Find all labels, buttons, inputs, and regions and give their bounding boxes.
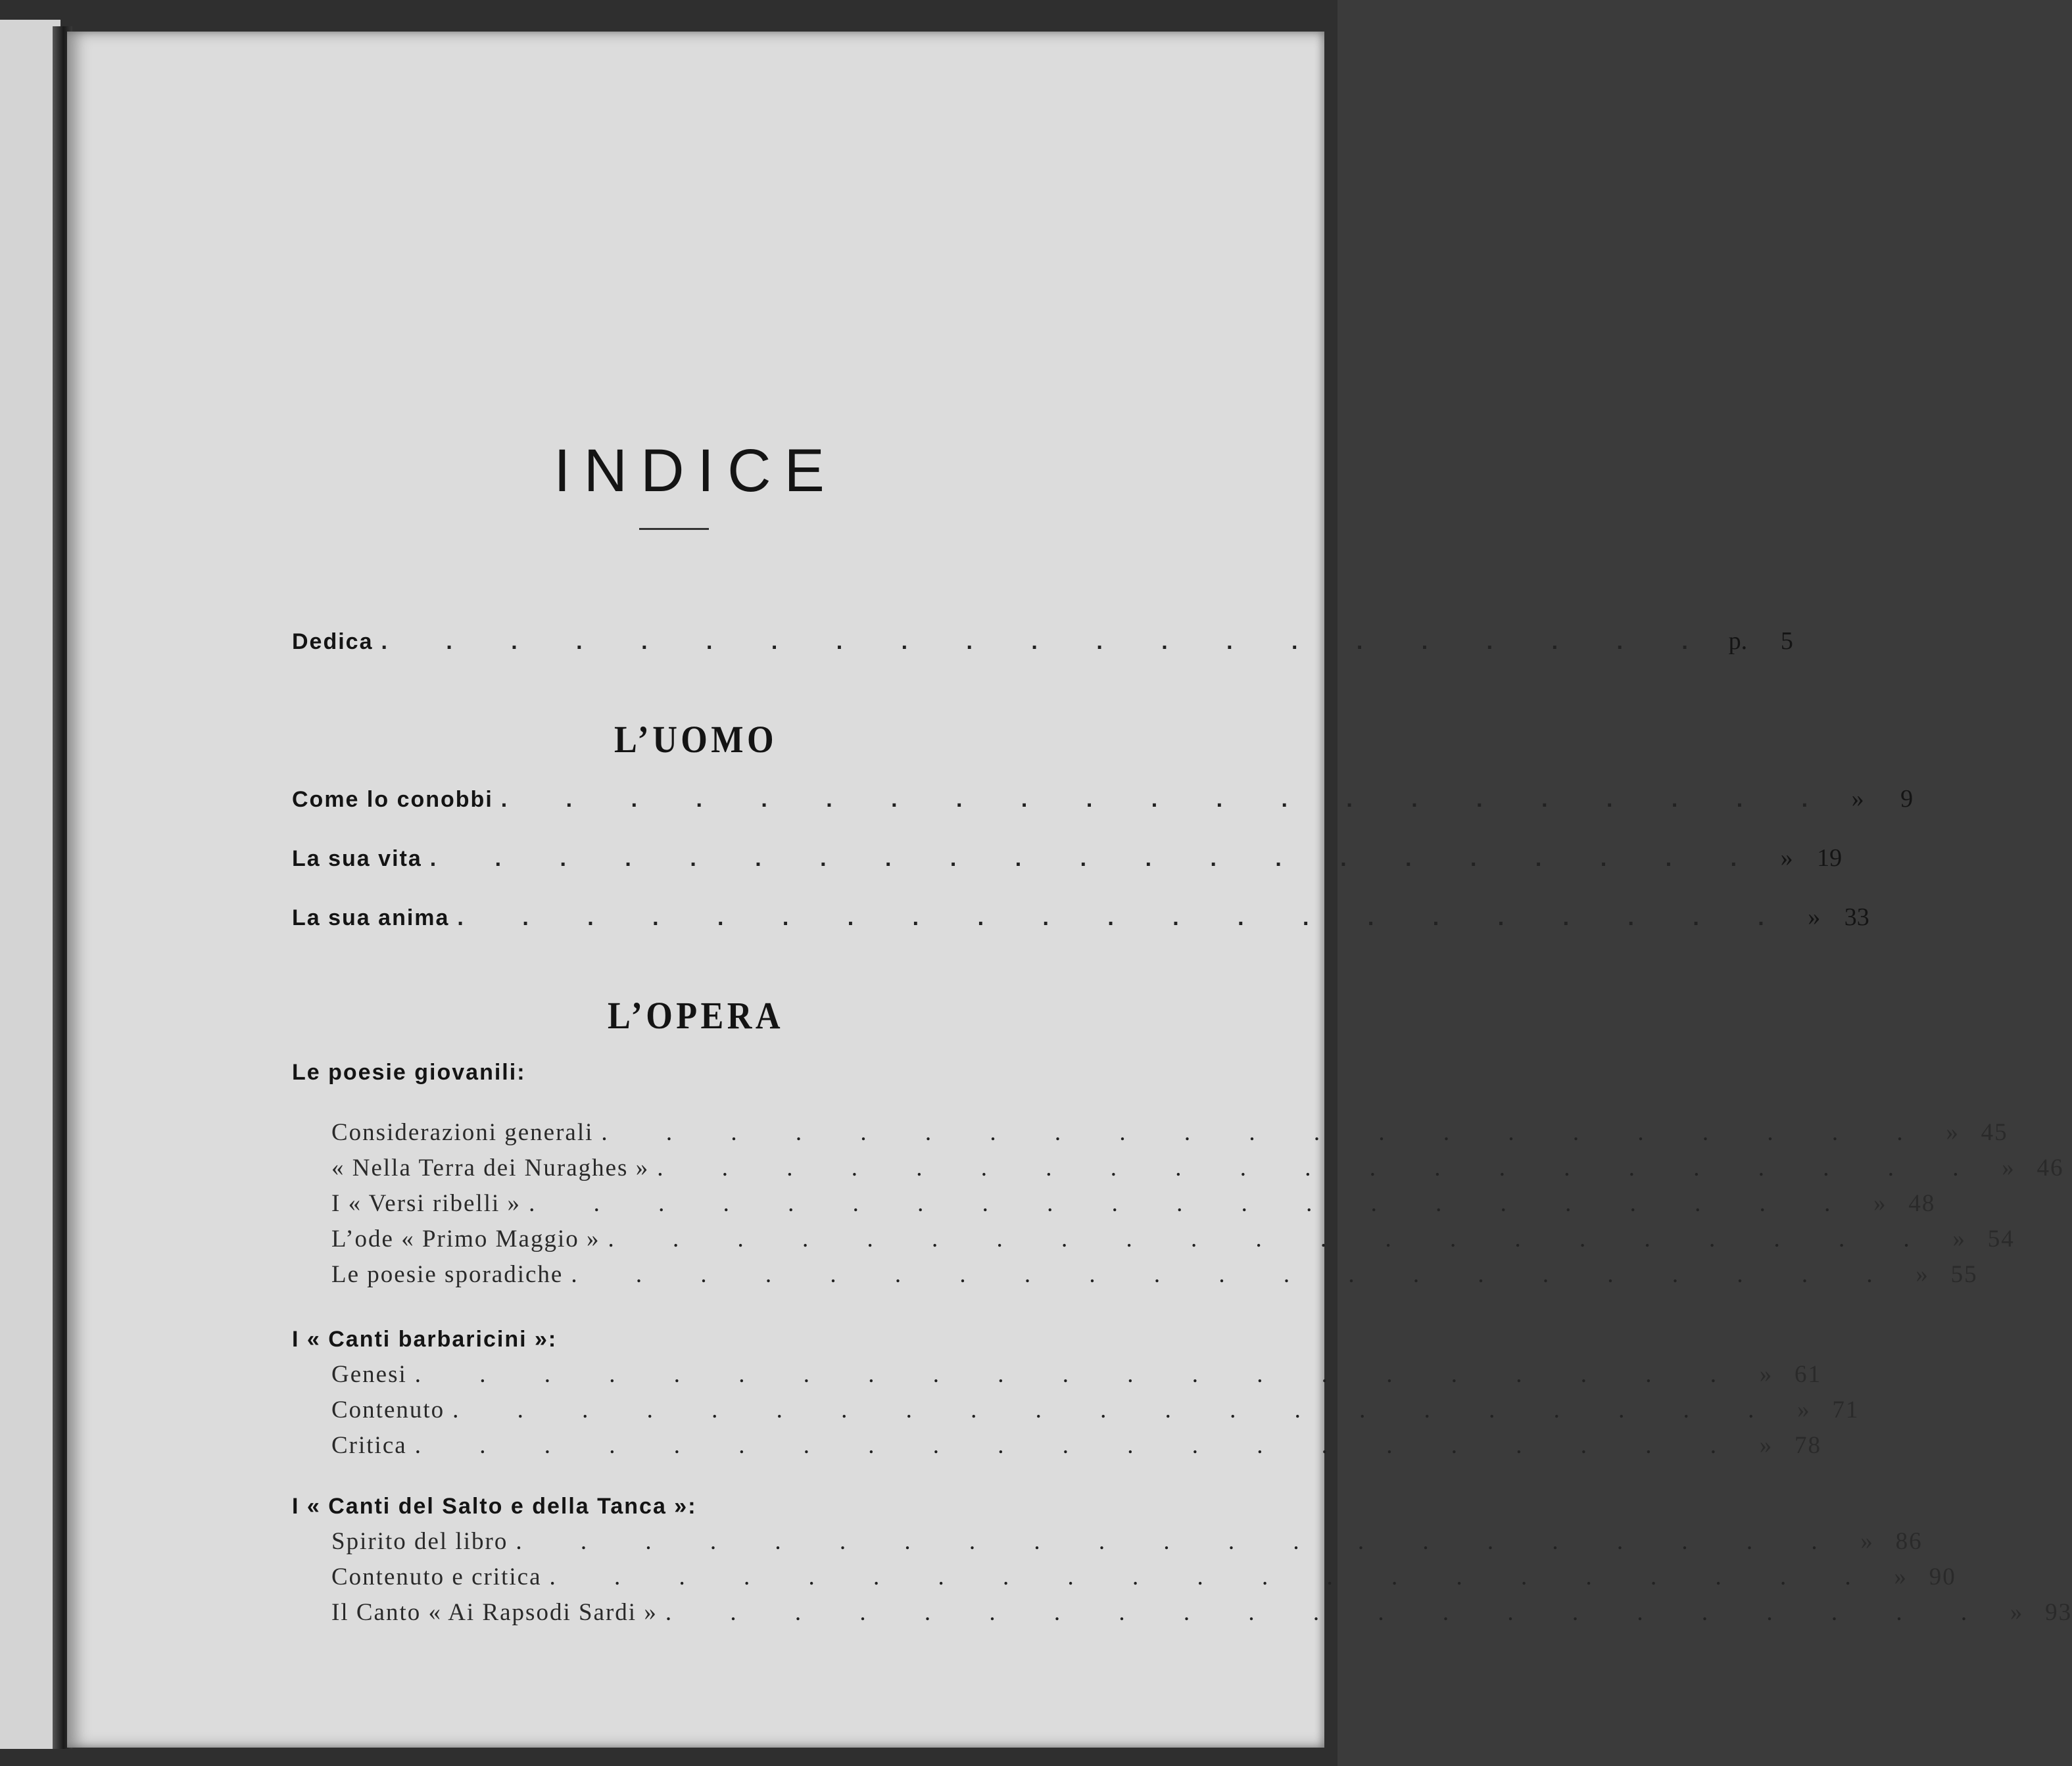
dot-leader: . . . . . . . . . . . . . . . . . . . . . — [457, 905, 1791, 930]
toc-entry-label: Genesi — [331, 1361, 407, 1388]
page-number: 9 — [1900, 785, 1914, 813]
page-number: 45 — [1981, 1119, 2008, 1146]
page-number: 54 — [1987, 1226, 2015, 1253]
toc-entry-label: Spirito del libro — [331, 1528, 508, 1555]
page-number: 33 — [1844, 903, 1869, 931]
dot-leader: . . . . . . . . . . . . . . . . . . . . . — [516, 1528, 1844, 1555]
dot-leader: . . . . . . . . . . . . . . . . . . . . . — [608, 1226, 1936, 1253]
dot-leader: . . . . . . . . . . . . . . . . . . . . . — [381, 629, 1714, 654]
toc-entry-label: La sua anima — [292, 905, 450, 930]
ditto-mark: » — [1873, 1190, 1887, 1217]
toc-entry — [331, 1432, 1821, 1459]
page-number: 86 — [1895, 1528, 1923, 1555]
toc-entry-label: Contenuto e critica — [331, 1563, 542, 1590]
toc-entry — [331, 1155, 2064, 1181]
book-page — [67, 32, 2072, 1748]
page-prefix: p. — [1728, 627, 1748, 655]
toc-entry — [331, 1396, 1860, 1423]
toc-entry — [292, 903, 1869, 931]
ditto-mark: » — [1780, 844, 1793, 872]
dot-leader: . . . . . . . . . . . . . . . . . . . . . — [529, 1190, 1857, 1217]
toc-entry-label: Critica — [331, 1432, 407, 1459]
ditto-mark: » — [1851, 785, 1864, 813]
toc-entry-label: Considerazioni generali — [331, 1119, 594, 1146]
ditto-mark: » — [2010, 1599, 2024, 1626]
dot-leader: . . . . . . . . . . . . . . . . . . . . . — [571, 1261, 1899, 1288]
ditto-mark: » — [1860, 1528, 1874, 1555]
ditto-mark: » — [1808, 903, 1821, 931]
toc-entry-label: Come lo conobbi — [292, 787, 493, 812]
toc-entry — [331, 1226, 2015, 1253]
dot-leader: . . . . . . . . . . . . . . . . . . . . . — [429, 846, 1764, 871]
toc-entry — [331, 1361, 1821, 1388]
toc-entry — [331, 1563, 1956, 1590]
previous-page-edge — [0, 20, 60, 1749]
ditto-mark: » — [1759, 1361, 1773, 1388]
ditto-mark: » — [2002, 1155, 2015, 1181]
dot-leader: . . . . . . . . . . . . . . . . . . . . . — [414, 1432, 1743, 1459]
toc-entry — [331, 1599, 2072, 1626]
toc-entry — [331, 1190, 1936, 1217]
ditto-mark: » — [1952, 1226, 1967, 1253]
page-number: 19 — [1817, 844, 1843, 872]
section-heading-uomo: L’UOMO — [614, 718, 777, 761]
toc-entry — [331, 1528, 1923, 1555]
dot-leader: . . . . . . . . . . . . . . . . . . . . . — [549, 1563, 1877, 1590]
page-title: INDICE — [554, 437, 838, 504]
group-heading: Le poesie giovanili: — [292, 1060, 526, 1085]
dot-leader: . . . . . . . . . . . . . . . . . . . . . — [601, 1119, 1929, 1146]
title-rule — [639, 528, 709, 530]
toc-entry — [292, 844, 1843, 872]
page-number: 93 — [2045, 1599, 2072, 1626]
toc-entry — [331, 1119, 2008, 1146]
page-number: 46 — [2036, 1155, 2064, 1181]
ditto-mark: » — [1915, 1261, 1929, 1288]
toc-entry — [331, 1261, 1978, 1288]
toc-entry-label: Dedica — [292, 629, 373, 654]
ditto-mark: » — [1946, 1119, 1960, 1146]
toc-entry-label: « Nella Terra dei Nuraghes » — [331, 1155, 650, 1181]
dot-leader: . . . . . . . . . . . . . . . . . . . . . — [657, 1155, 1985, 1181]
page-number: 55 — [1950, 1261, 1978, 1288]
dot-leader: . . . . . . . . . . . . . . . . . . . . . — [414, 1361, 1743, 1388]
toc-entry-label: La sua vita — [292, 846, 422, 871]
dot-leader: . . . . . . . . . . . . . . . . . . . . . — [665, 1599, 1994, 1626]
toc-entry-label: Contenuto — [331, 1396, 445, 1423]
page-number: 5 — [1780, 627, 1793, 655]
ditto-mark: » — [1894, 1563, 1908, 1590]
toc-entry-label: I « Versi ribelli » — [331, 1190, 521, 1217]
toc-entry-label: L’ode « Primo Maggio » — [331, 1226, 600, 1253]
toc-entry-dedica — [292, 627, 1793, 655]
page-number: 90 — [1929, 1563, 1956, 1590]
dot-leader: . . . . . . . . . . . . . . . . . . . . . — [452, 1396, 1781, 1423]
toc-entry-label: Le poesie sporadiche — [331, 1261, 564, 1288]
page-number: 48 — [1908, 1190, 1936, 1217]
section-heading-opera: L’OPERA — [608, 994, 784, 1037]
group-heading: I « Canti barbaricini »: — [292, 1327, 558, 1352]
group-heading: I « Canti del Salto e della Tanca »: — [292, 1494, 697, 1519]
toc-entry-label: Il Canto « Ai Rapsodi Sardi » — [331, 1599, 658, 1626]
page-number: 61 — [1795, 1361, 1821, 1388]
toc-entry — [292, 785, 1914, 813]
dot-leader: . . . . . . . . . . . . . . . . . . . . . — [500, 787, 1835, 812]
ditto-mark: » — [1759, 1432, 1773, 1459]
page-number: 71 — [1832, 1396, 1860, 1423]
page-number: 78 — [1794, 1432, 1821, 1459]
ditto-mark: » — [1797, 1396, 1811, 1423]
